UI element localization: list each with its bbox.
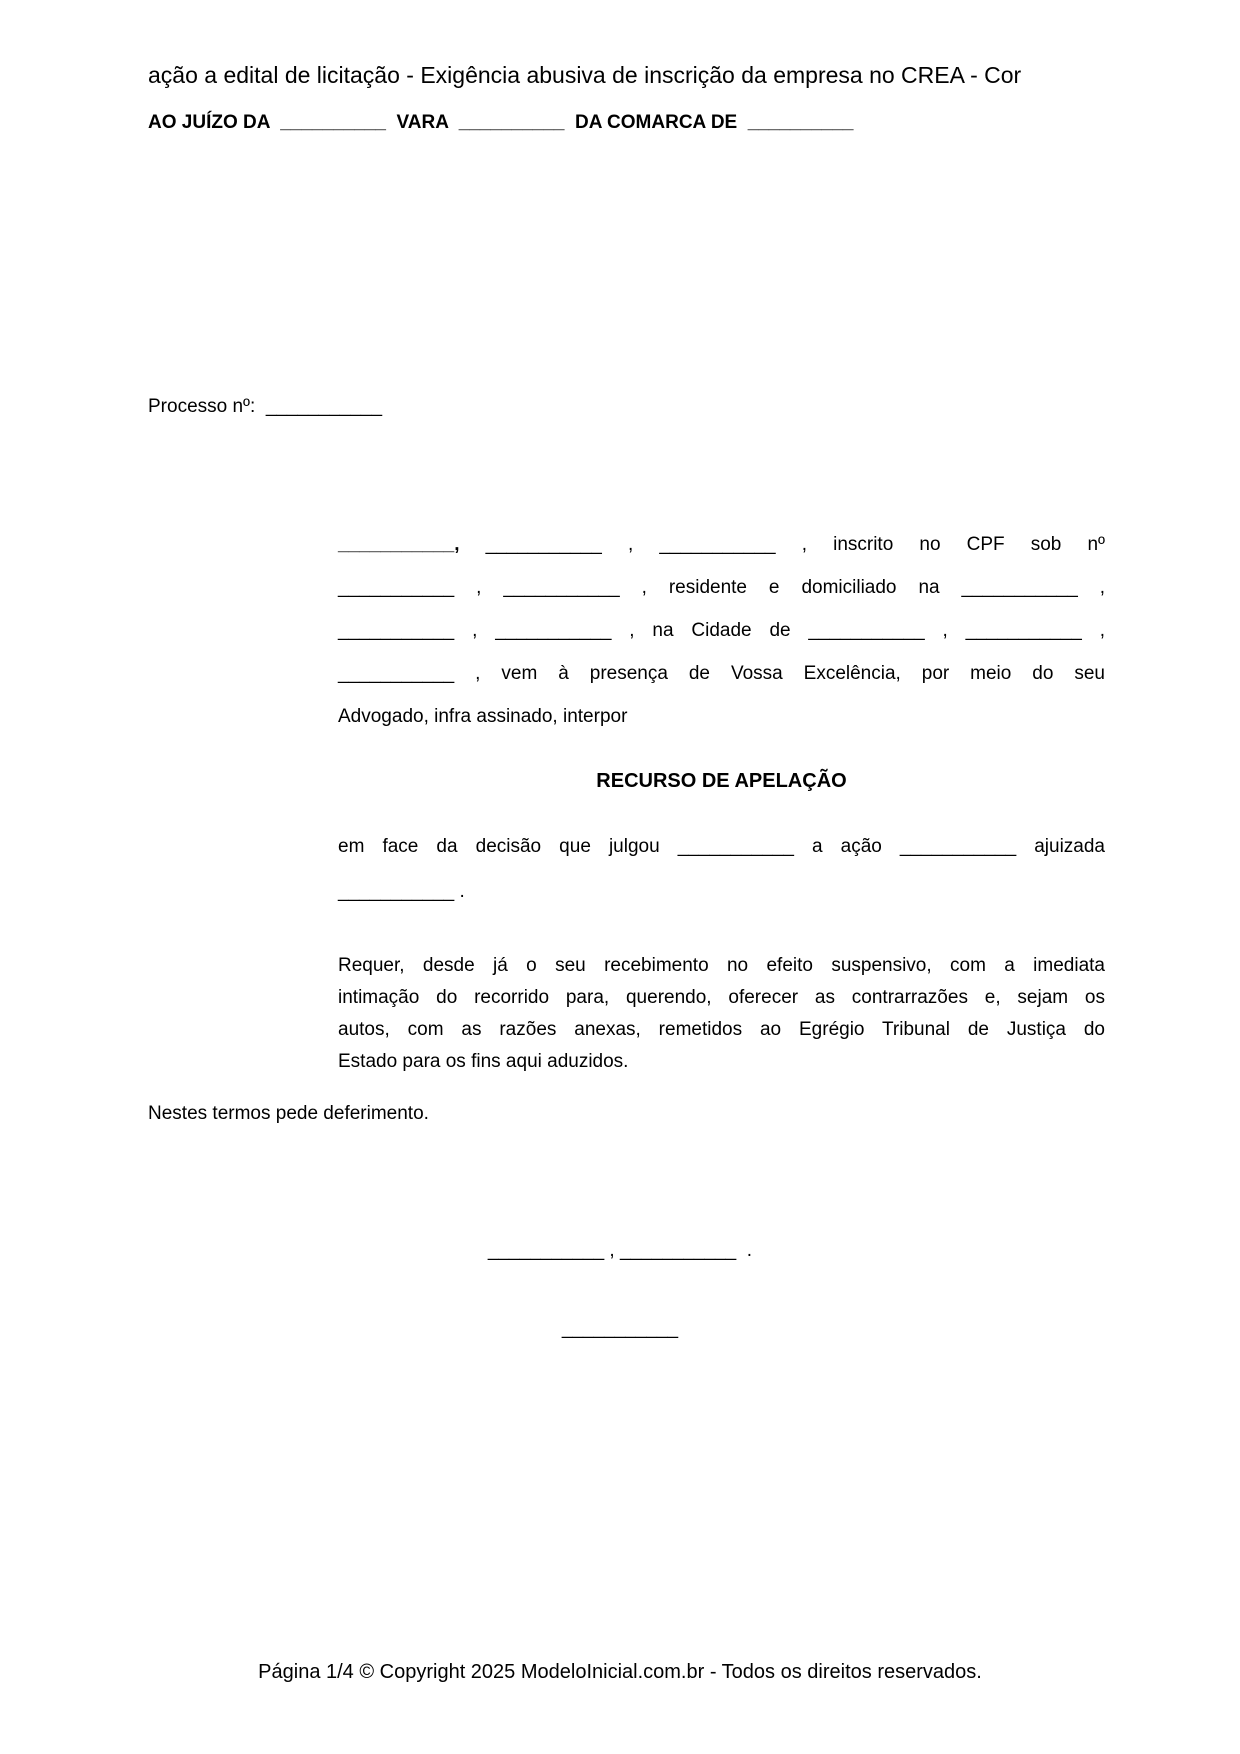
qualification-line-4: ___________ , vem à presença de Vossa Excelência, por meio do seu: [338, 663, 1105, 684]
party-name-blank: ___________,: [338, 534, 460, 555]
court-address-line: AO JUÍZO DA __________ VARA __________ DA COMARCA DE __________: [148, 112, 854, 133]
closing-line: Nestes termos pede deferimento.: [148, 1103, 429, 1124]
appeal-paragraph: [338, 824, 1105, 914]
appeal-line-1: em face da decisão que julgou ___________ a ação ___________ ajuizada: [338, 836, 1105, 857]
request-line-1: Requer, desde já o seu recebimento no efeito suspensivo, com a imediata: [338, 955, 1105, 976]
request-line-3: autos, com as razões anexas, remetidos ao Egrégio Tribunal de Justiça do: [338, 1019, 1105, 1040]
appeal-heading: RECURSO DE APELAÇÃO: [596, 770, 847, 792]
qualification-line-5: Advogado, infra assinado, interpor: [338, 706, 628, 727]
request-paragraph: [338, 950, 1105, 1078]
qualification-line-1-rest: ___________ , ___________ , inscrito no CPF sob nº: [459, 534, 1105, 555]
page-footer: Página 1/4 © Copyright 2025 ModeloInicial.com.br - Todos os direitos reservados.: [258, 1661, 982, 1683]
request-line-2: intimação do recorrido para, querendo, oferecer as contrarrazões e, sejam os: [338, 987, 1105, 1008]
qualification-line-2: ___________ , ___________ , residente e domiciliado na ___________ ,: [338, 577, 1105, 598]
appeal-line-2: ___________ .: [338, 881, 465, 902]
signature-name-line: ___________: [561, 1318, 679, 1339]
page-title: ação a edital de licitação - Exigência abusiva de inscrição da empresa no CREA - Cor: [148, 62, 1022, 88]
request-line-4: Estado para os fins aqui aduzidos.: [338, 1051, 629, 1072]
signature-city-date-line: ___________ , ___________ .: [487, 1240, 753, 1261]
qualification-line-3: ___________ , ___________ , na Cidade de ___________ , ___________ ,: [338, 620, 1105, 641]
process-number-line: Processo nº: ___________: [148, 396, 383, 417]
qualification-line-1: [338, 523, 1105, 566]
qualification-paragraph: [338, 523, 1105, 738]
